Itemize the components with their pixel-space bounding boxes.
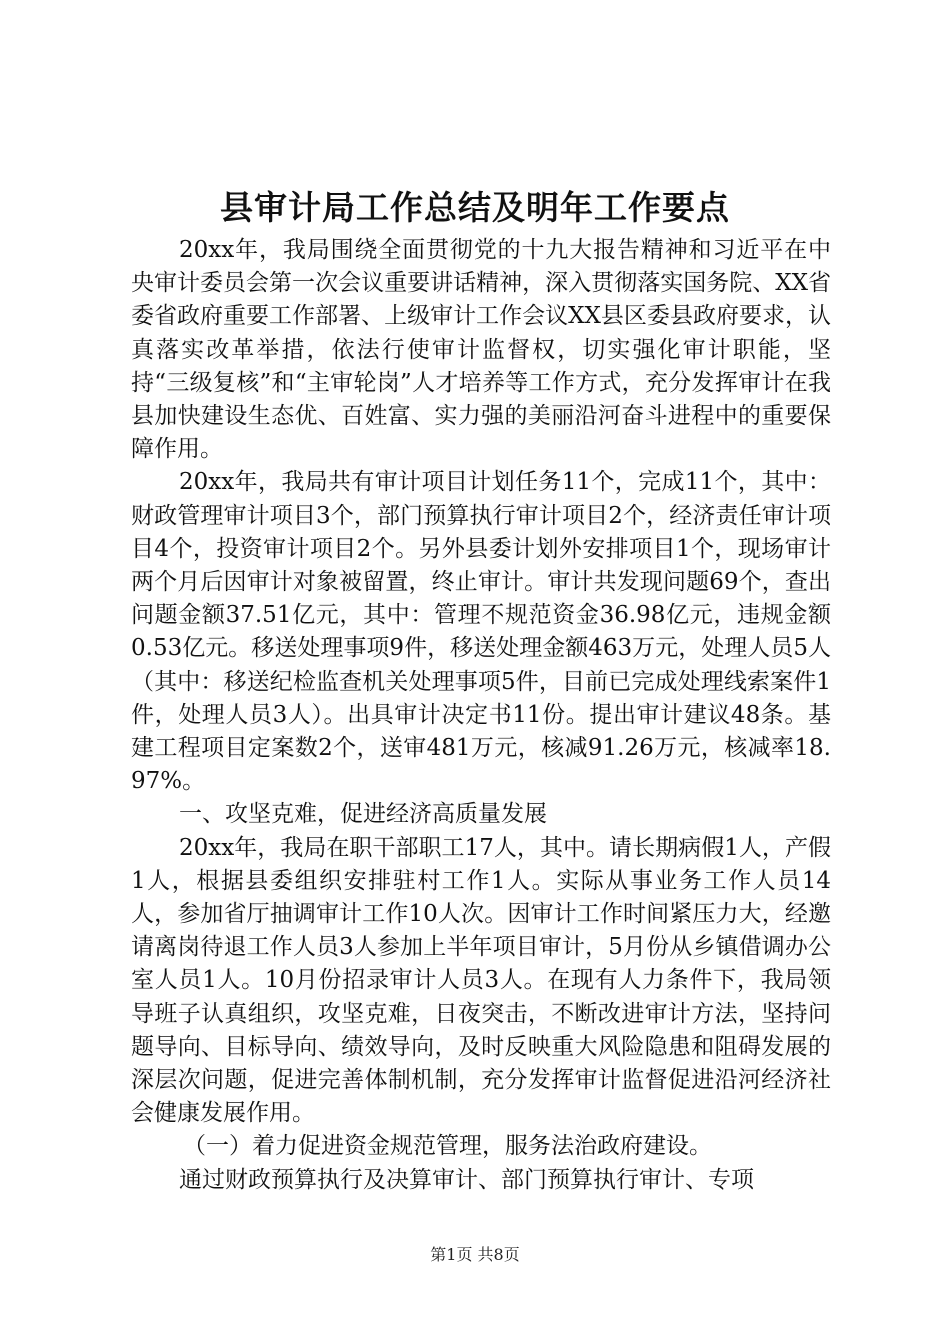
section-heading: 一、攻坚克难，促进经济高质量发展 bbox=[179, 801, 547, 828]
statistics-paragraph: 20xx年，我局共有审计项目计划任务11个，完成11个，其中：财政管理审计项目3个，部门预算执行审计项目2个，经济责任审计项目4个，投资审计项目2个。另外县委计划外安排项目1个，现场审计两个月后因审计对象被留置，终止审计。审计共发现问题69个，查出问题金额37.51亿元，其中：管理不规范资金36.98亿元，违规金额0.53亿元。移送处理事项9件，移送处理金额463万元，处理人员5人（其中：移送纪检监查机关处理事项5件，目前已完成处理线索案件1件，处理人员3人）。出具审计决定书11份。提出审计建议48条。基建工程项目定案数2个，送审481万元，核减91.26万元，核减率18.97%。 bbox=[131, 469, 831, 795]
section-paragraph: 20xx年，我局在职干部职工17人，其中。请长期病假1人，产假1人，根据县委组织安排驻村工作1人。实际从事业务工作人员14人，参加省厅抽调审计工作10人次。因审计工作时间紧压力大，经邀请离岗待退工作人员3人参加上半年项目审计，5月份从乡镇借调办公室人员1人。10月份招录审计人员3人。在现有人力条件下，我局领导班子认真组织，攻坚克难，日夜突击，不断改进审计方法，坚持问题导向、目标导向、绩效导向，及时反映重大风险隐患和阻碍发展的深层次问题，促进完善体制机制，充分发挥审计监督促进沿河经济社会健康发展作用。 bbox=[131, 834, 831, 1127]
intro-paragraph: 20xx年，我局围绕全面贯彻党的十九大报告精神和习近平在中央审计委员会第一次会议重要讲话精神，深入贯彻落实国务院、XX省委省政府重要工作部署、上级审计工作会议XX县区委县政府要求，认真落实改革举措，依法行使审计监督权，切实强化审计职能，坚持“三级复核”和“主审轮岗”人才培养等工作方式，充分发挥审计在我县加快建设生态优、百姓富、实力强的美丽沿河奋斗进程中的重要保障作用。 bbox=[131, 237, 831, 463]
page-number-footer: 第1页 共8页 bbox=[430, 1245, 520, 1264]
sub-heading: （一）着力促进资金规范管理，服务法治政府建设。 bbox=[183, 1133, 712, 1160]
document-title: 县审计局工作总结及明年工作要点 bbox=[220, 188, 730, 227]
document-body bbox=[131, 234, 831, 1197]
last-paragraph: 通过财政预算执行及决算审计、部门预算执行审计、专项 bbox=[179, 1166, 754, 1193]
